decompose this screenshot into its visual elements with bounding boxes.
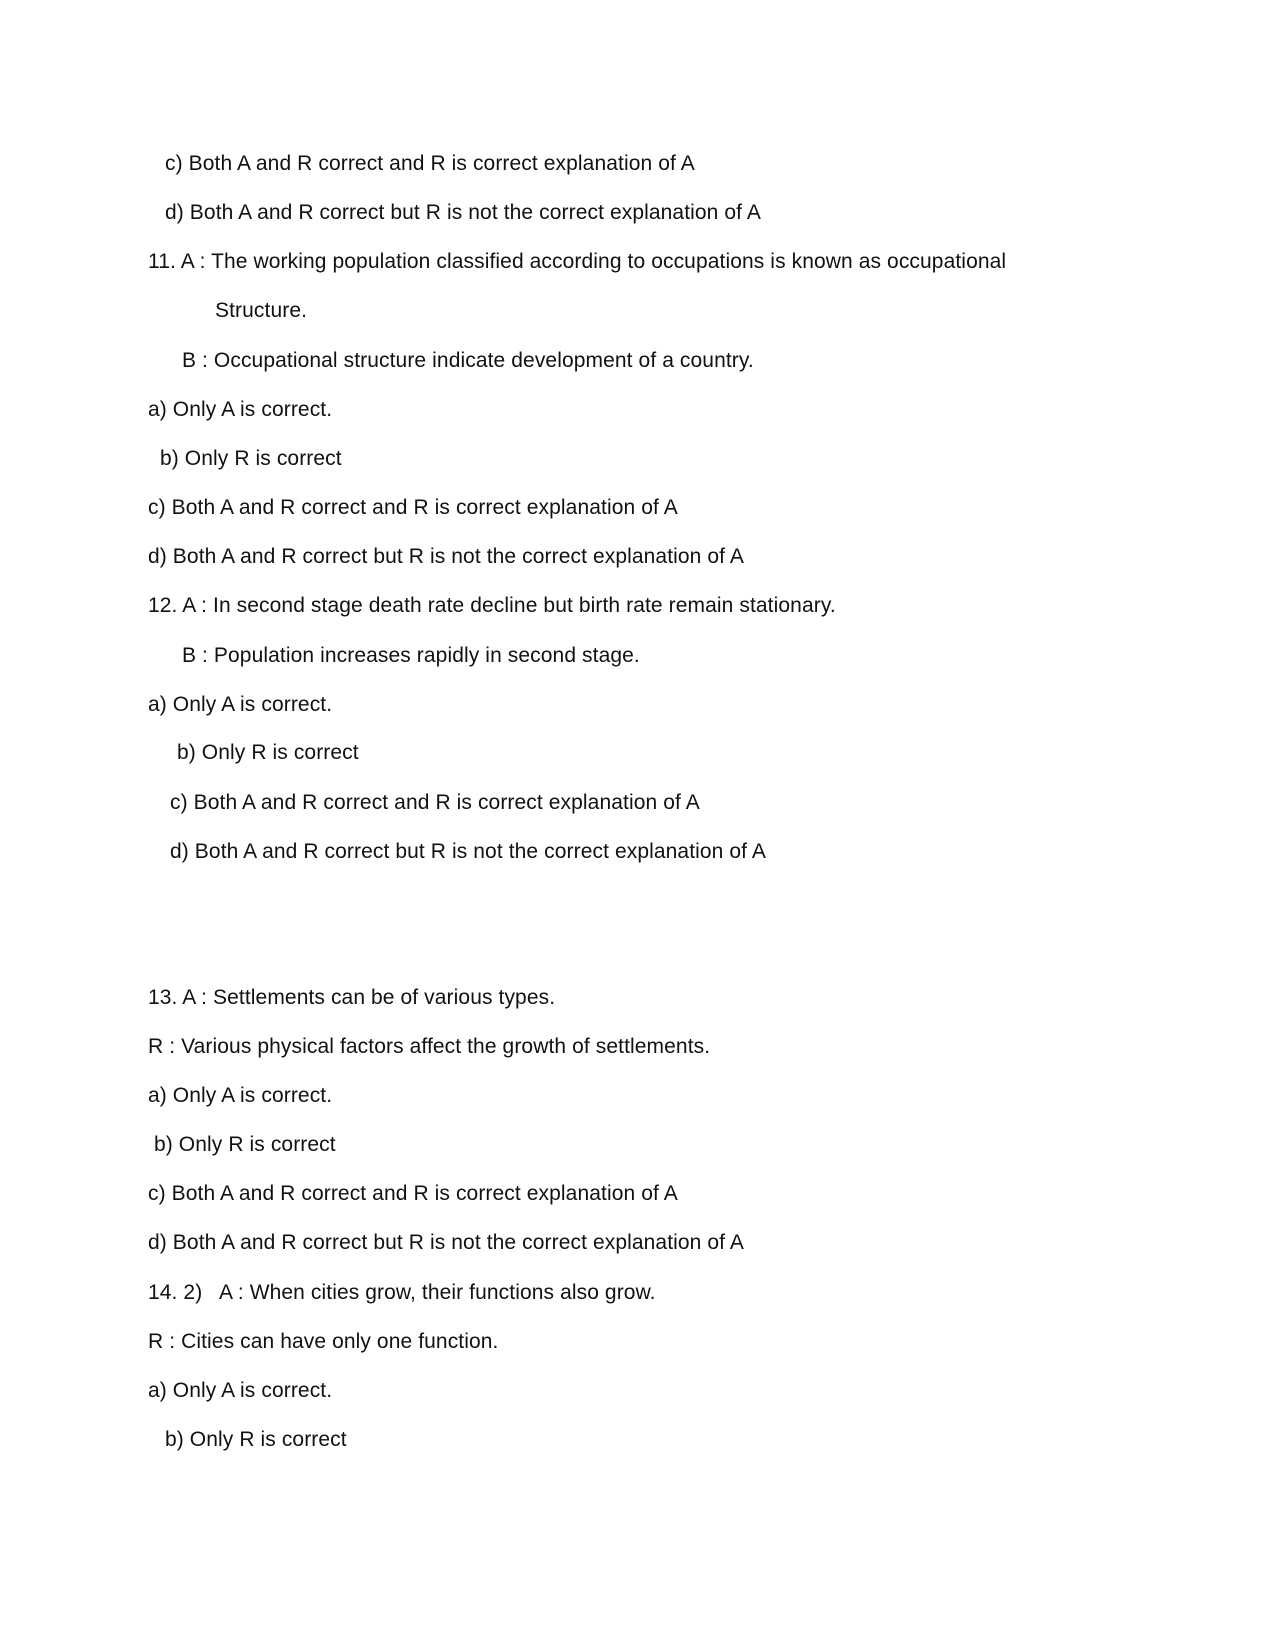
- q13-assertion: 13. A : Settlements can be of various types.: [148, 986, 556, 1009]
- q11-option-a: a) Only A is correct.: [148, 398, 333, 421]
- q12-reason: B : Population increases rapidly in second stage.: [182, 644, 640, 667]
- q12-option-c: c) Both A and R correct and R is correct explanation of A: [170, 791, 700, 814]
- q14-assertion: 14. 2) A : When cities grow, their functions also grow.: [148, 1281, 656, 1304]
- q14-option-a: a) Only A is correct.: [148, 1379, 333, 1402]
- q14-reason: R : Cities can have only one function.: [148, 1330, 499, 1353]
- q13-option-d: d) Both A and R correct but R is not the correct explanation of A: [148, 1231, 744, 1254]
- q11-option-c: c) Both A and R correct and R is correct explanation of A: [148, 496, 678, 519]
- q11-option-b: b) Only R is correct: [160, 447, 342, 470]
- q11-reason: B : Occupational structure indicate development of a country.: [182, 349, 754, 372]
- q12-assertion: 12. A : In second stage death rate decline but birth rate remain stationary.: [148, 594, 836, 617]
- q12-option-b: b) Only R is correct: [177, 741, 359, 764]
- q12-option-d: d) Both A and R correct but R is not the correct explanation of A: [170, 840, 766, 863]
- q12-option-a: a) Only A is correct.: [148, 693, 333, 716]
- q11-assertion: 11. A : The working population classified according to occupations is known as occupational: [148, 250, 1007, 273]
- q11-option-d: d) Both A and R correct but R is not the correct explanation of A: [148, 545, 744, 568]
- q14-option-b: b) Only R is correct: [165, 1428, 347, 1451]
- q13-option-b: b) Only R is correct: [154, 1133, 336, 1156]
- q10-option-d: d) Both A and R correct but R is not the correct explanation of A: [165, 201, 761, 224]
- q10-option-c: c) Both A and R correct and R is correct explanation of A: [165, 152, 695, 175]
- q13-option-c: c) Both A and R correct and R is correct explanation of A: [148, 1182, 678, 1205]
- q13-reason: R : Various physical factors affect the growth of settlements.: [148, 1035, 711, 1058]
- q13-option-a: a) Only A is correct.: [148, 1084, 333, 1107]
- q11-assertion-continued: Structure.: [215, 299, 308, 322]
